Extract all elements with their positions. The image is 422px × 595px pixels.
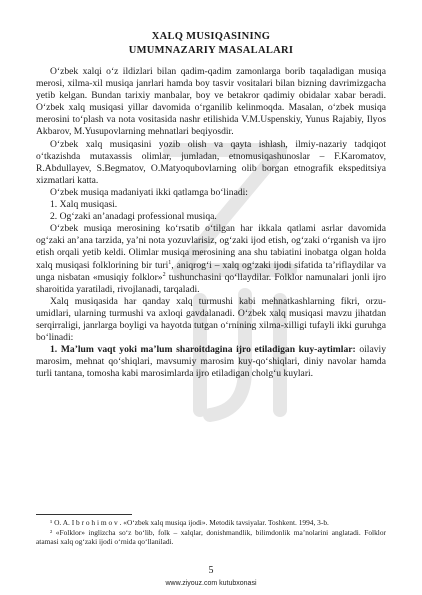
chapter-title-line1: XALQ MUSIQASINING [151, 31, 271, 42]
chapter-title-line2: UMUMNAZARIY MASALALARI [128, 45, 294, 56]
body-text [36, 66, 386, 380]
footnote-ref[interactable]: 1 [168, 259, 172, 266]
list-item: 2. Og‘zaki an’anadagi professional musiqa. [50, 211, 217, 223]
bold-heading: 1. Ma’lum vaqt yoki ma’lum sharoitdagina ijro etiladigan kuy-aytimlar: [50, 344, 356, 356]
paragraph: O‘zbek xalqi o‘z ildizlari bilan qadim-qadim zamonlarga borib taqaladigan musiqa merosi, xilma-xil musiqa janrlari hamda boy tasvir vositalari bilan bizning davrimizgacha yetib kelgan. Bundan tarixiy manbalar, boy ve betakror qadimiy obidalar xabar beradi. O‘zbek xalq musiqasi yillar davomida o‘rganilib kelinmoqda. Masalan, o‘zbek musiqa merosini to‘plash va nota vositasida nashr etilishida V.M.Uspenskiy, Yunus Rajabiy, Ilyos Akbarov, M.Yusupovlarning mehnatlari beqiyosdir. [36, 66, 386, 138]
paragraph-part: oilaviy marosim, mehnat qo‘shiqlari, mavsumiy marosim kuy-qo‘shiqlari, diniy navolar hamda turli tantana, tomosha kabi marosimlarda ijro etiladigan cholg‘u kuylari. [36, 344, 386, 380]
paragraph: O‘zbek musiqa madaniyati ikki qatlamga bo‘linadi: [50, 186, 248, 198]
page-number: 5 [208, 565, 214, 576]
paragraph [36, 223, 386, 296]
paragraph: O‘zbek xalq musiqasini yozib olish va qayta ishlash, ilmiy-nazariy tadqiqot o‘tkazishda mutaxassis olimlar, jumladan, etnomusiqashunoslar – F.Karomatov, R.Abdullayev, S.Begmatov, O.Matyoqubovlarning olib borgan etnografik ekspeditsiya xizmatlari katta. [36, 138, 386, 186]
footnote-ref[interactable]: 2 [162, 271, 166, 278]
paragraph-part: O‘zbek musiqa merosining ko‘rsatib o‘tilgan har ikkala qatlami asrlar davomida og‘zaki an’ana tarzida, ya’ni nota yozuvlarisiz, og‘zaki ijod etish, og‘zaki o‘rganish va ijro etish orqali yetib keldi. Olimlar musiqa merosining ana shu tabiatini inobatga olgan holda xalq musiqasi folklorining bir turi [36, 223, 386, 271]
footnotes [36, 518, 386, 547]
footnote: ¹ O. A. I b r o h i m o v . «O‘zbek xalq musiqa ijodi». Metodik tavsiyalar. Toshkent. 1994, 3-b. [50, 518, 329, 527]
paragraph: Xalq musiqasida har qanday xalq turmushi kabi mehnatkashlarning fikri, orzu-umidlari, ularning turmushi va axloqi gavdalanadi. O‘zbek xalq musiqasi mavzu jihatdan serqirraligi, janrlarga boyligi va hayotda tutgan o‘rnining xilma-xilligi tufayli ikki guruhga bo‘linadi: [36, 295, 386, 344]
footnote-divider [36, 514, 132, 515]
website-footer[interactable]: www.ziyouz.com kutubxonasi [165, 580, 257, 587]
paragraph-part: , aniqrog‘i – xalq og‘zaki ijodi sifatida ta’riflaydilar va unga nisbatan «musiqiy folklor» [36, 259, 386, 283]
paragraph-part: tushunchasini qo‘llaydilar. Folklor namunalari jonli ijro sharoitida yaratiladi, rivojlanadi, tarqaladi. [36, 271, 386, 295]
paragraph [36, 344, 386, 380]
footnote: ² «Folklor» inglizcha so‘z bo‘lib, folk – xalqlar, donishmandlik, bilimdonlik ma’nolarini anglatadi. Folklor atamasi xalq og‘zaki ijodi o‘rnida qo‘llaniladi. [36, 527, 386, 547]
list-item: 1. Xalq musiqasi. [50, 199, 118, 211]
